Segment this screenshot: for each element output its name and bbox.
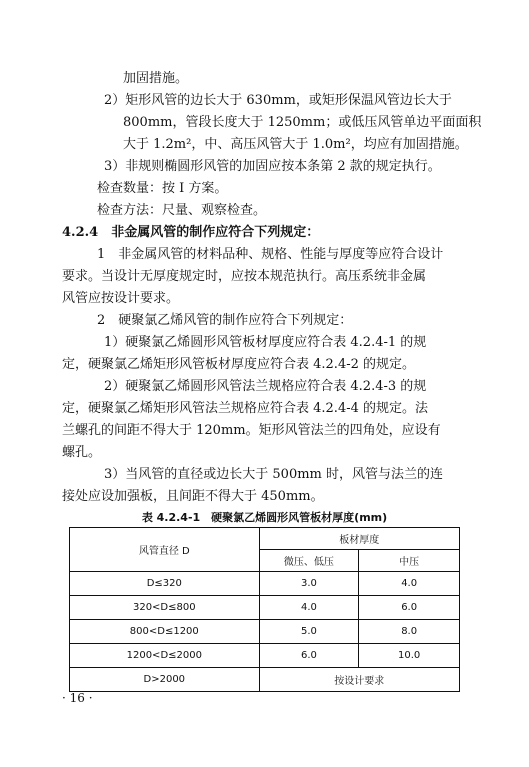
text-line: 风管应按设计要求。 [62, 291, 180, 306]
table-row [70, 620, 460, 644]
text-line: 定，硬聚氯乙烯矩形风管法兰规格应符合表 4.2.4-4 的规定。法 [62, 401, 429, 416]
page-number: · 16 · [62, 691, 93, 705]
cell-diameter: 1200<D≤2000 [70, 644, 260, 668]
text-line: 2 硬聚氯乙烯风管的制作应符合下列规定： [97, 313, 353, 328]
cell-by-design: 按设计要求 [259, 668, 459, 692]
cell-mid: 10.0 [359, 644, 460, 668]
section-heading: 4.2.4 非金属风管的制作应符合下列规定： [62, 225, 320, 240]
cell-low: 3.0 [259, 572, 359, 596]
text-line: 要求。当设计无厚度规定时，应按本规范执行。高压系统非金属 [62, 269, 427, 284]
cell-low: 6.0 [259, 644, 359, 668]
text-line: 检查数量：按 Ⅰ 方案。 [97, 181, 228, 196]
table-row [70, 572, 460, 596]
cell-diameter: D>2000 [70, 668, 260, 692]
cell-low: 4.0 [259, 596, 359, 620]
text-line: 1 非金属风管的材料品种、规格、性能与厚度等应符合设计 [97, 247, 444, 262]
cell-mid: 4.0 [359, 572, 460, 596]
cell-diameter: D≤320 [70, 572, 260, 596]
text-line: 接处应设加强板，且间距不得大于 450mm。 [62, 489, 324, 504]
text-line: 螺孔。 [62, 445, 102, 460]
text-line: 兰螺孔的间距不得大于 120mm。矩形风管法兰的四角处，应设有 [62, 423, 441, 438]
table-caption: 表 4.2.4-1 硬聚氯乙烯圆形风管板材厚度(mm) [141, 511, 388, 524]
text-line: 2）硬聚氯乙烯圆形风管法兰规格应符合表 4.2.4-3 的规 [104, 379, 427, 394]
cell-mid: 8.0 [359, 620, 460, 644]
text-line: 2）矩形风管的边长大于 630mm，或矩形保温风管边长大于 [104, 93, 452, 108]
text-line: 加固措施。 [123, 71, 189, 86]
header-low-pressure: 微压、低压 [259, 550, 359, 572]
cell-low: 5.0 [259, 620, 359, 644]
table-row [70, 596, 460, 620]
thickness-table [69, 527, 460, 692]
header-diameter: 风管直径 D [70, 528, 260, 572]
header-mid-pressure: 中压 [359, 550, 460, 572]
cell-mid: 6.0 [359, 596, 460, 620]
text-line: 800mm，管段长度大于 1250mm；或低压风管单边平面面积 [123, 115, 482, 130]
text-line: 检查方法：尺量、观察检查。 [97, 203, 267, 218]
cell-diameter: 320<D≤800 [70, 596, 260, 620]
text-line: 3）当风管的直径或边长大于 500mm 时，风管与法兰的连 [104, 467, 444, 482]
text-line: 大于 1.2m²，中、高压风管大于 1.0m²，均应有加固措施。 [123, 137, 468, 152]
table-row [70, 668, 460, 692]
cell-diameter: 800<D≤1200 [70, 620, 260, 644]
text-line: 3）非规则椭圆形风管的加固应按本条第 2 款的规定执行。 [104, 159, 441, 174]
table-row [70, 644, 460, 668]
text-line: 1）硬聚氯乙烯圆形风管板材厚度应符合表 4.2.4-1 的规 [104, 335, 427, 350]
text-line: 定，硬聚氯乙烯矩形风管板材厚度应符合表 4.2.4-2 的规定。 [62, 357, 416, 372]
header-thickness: 板材厚度 [259, 528, 459, 550]
